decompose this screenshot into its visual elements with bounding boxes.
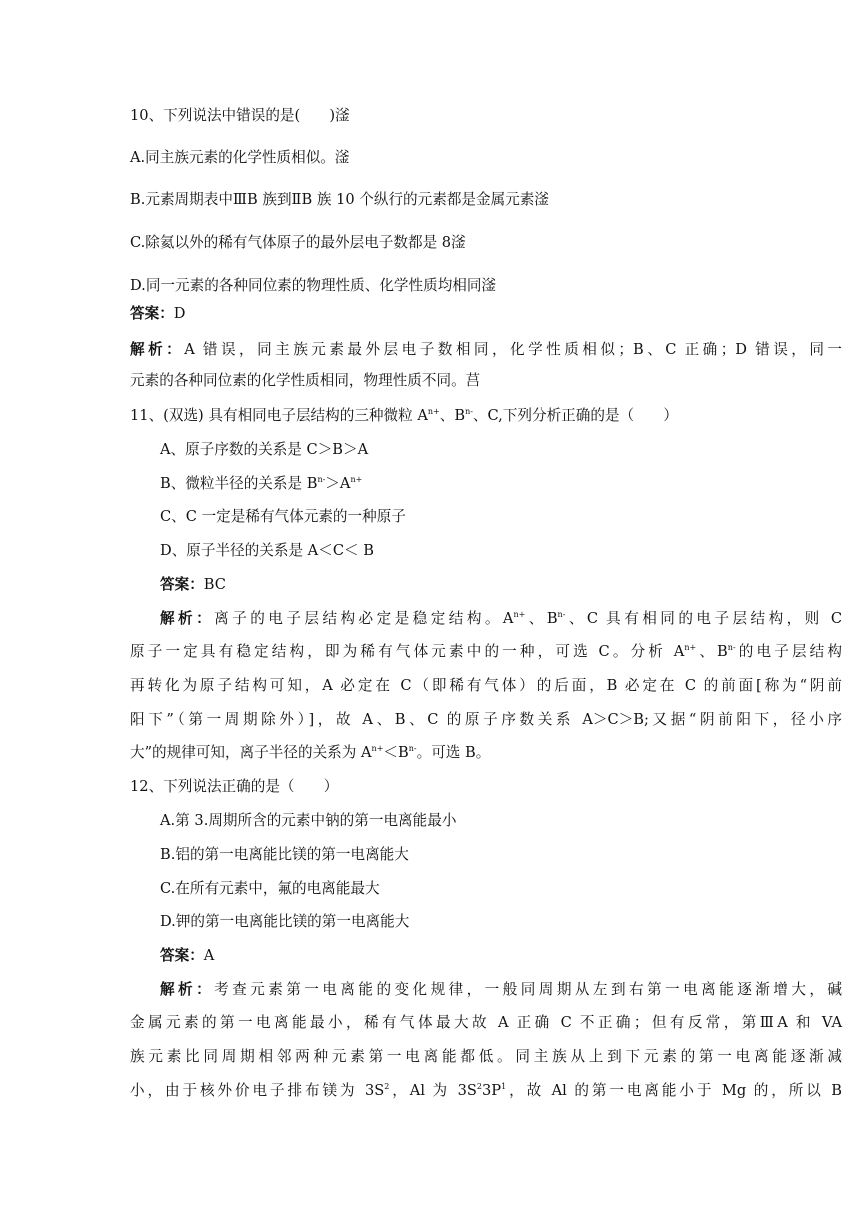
q11-analysis-line-4: 阳下”（第一周期除外）]，故 A、B、C 的原子序数关系 A＞C＞B;又据“阴前阳下，径小序 xyxy=(130,711,842,728)
q12-option-b: B.铝的第一电离能比镁的第一电离能大 xyxy=(160,846,409,863)
q11-answer xyxy=(160,575,226,595)
answer-label: 答案： xyxy=(160,576,204,593)
q10-option-c: C.除氦以外的稀有气体原子的最外层电子数都是 8滏 xyxy=(130,234,466,251)
answer-value: D xyxy=(173,305,186,322)
q12-option-d: D.钾的第一电离能比镁的第一电离能大 xyxy=(160,913,410,930)
q12-answer xyxy=(160,946,214,966)
answer-label: 答案： xyxy=(130,305,174,322)
q11-option-a: A、原子序数的关系是 C＞B＞A xyxy=(160,441,369,458)
q11-analysis-line-5: 大”的规律可知，离子半径的关系为 $A^{n+}<B^{n-}$。可选 B。 xyxy=(130,744,491,761)
q10-answer xyxy=(130,304,186,324)
q11-analysis-line-3: 再转化为原子结构可知，A 必定在 C（即稀有气体）的后面，B 必定在 C 的前面[称为“阴前 xyxy=(130,677,842,694)
q12-analysis-line-3: 族元素比同周期相邻两种元素第一电离能都低。同主族从上到下元素的第一电离能逐渐减 xyxy=(130,1048,842,1065)
analysis-label: 解析： xyxy=(130,341,185,358)
analysis-label: 解析： xyxy=(160,981,215,998)
q11-option-b: B、微粒半径的关系是 $B^{n-}>A^{n+}$ xyxy=(160,475,363,492)
q11-analysis-line-2: 原子一定具有稳定结构，即为稀有气体元素中的一种，可选 C。分析 $A^{n+}$、$B^{n-}$的电子层结构 xyxy=(130,643,842,660)
q11-option-d: D、原子半径的关系是 A＜C＜ B xyxy=(160,542,374,559)
q12-option-c: C.在所有元素中，氟的电离能最大 xyxy=(160,880,380,897)
q10-analysis-line-1: 解析：A 错误，同主族元素最外层电子数相同，化学性质相似；B、C 正确；D 错误，同一 xyxy=(130,341,842,358)
answer-value: BC xyxy=(203,576,226,593)
q12-analysis-line-1: 解析：考查元素第一电离能的变化规律，一般同周期从左到右第一电离能逐渐增大，碱 xyxy=(160,981,842,998)
q11-analysis-line-1: 解析：离子的电子层结构必定是稳定结构。$A^{n+}$、$B^{n-}$、C 具有相同的电子层结构，则 C xyxy=(160,610,842,627)
answer-label: 答案： xyxy=(160,947,204,964)
q10-option-a: A.同主族元素的化学性质相似。滏 xyxy=(130,149,350,166)
q12-analysis-line-4: 小，由于核外价电子排布镁为 $3S^2$，Al 为 $3S^23P^1$，故 Al 的第一电离能小于 Mg 的，所以 B xyxy=(130,1082,842,1099)
q10-stem: 10、下列说法中错误的是( )滏 xyxy=(130,107,350,124)
analysis-label: 解析： xyxy=(160,610,215,627)
q12-stem: 12、下列说法正确的是（ ） xyxy=(130,778,339,795)
q12-option-a: A.第 3.周期所含的元素中钠的第一电离能最小 xyxy=(160,812,457,829)
q10-analysis-line-2: 元素的各种同位素的化学性质相同，物理性质不同。莒 xyxy=(130,372,481,389)
answer-value: A xyxy=(203,947,215,964)
q10-option-b: B.元素周期表中ⅢB 族到ⅡB 族 10 个纵行的元素都是金属元素滏 xyxy=(130,191,549,208)
q11-stem: 11、(双选) 具有相同电子层结构的三种微粒 $A^{n+}$、$B^{n-}$、C,下列分析正确的是（ ） xyxy=(130,407,678,424)
q11-option-c: C、C 一定是稀有气体元素的一种原子 xyxy=(160,508,406,525)
q10-option-d: D.同一元素的各种同位素的物理性质、化学性质均相同滏 xyxy=(130,277,497,294)
q12-analysis-line-2: 金属元素的第一电离能最小，稀有气体最大故 A 正确 C 不正确；但有反常，第ⅢA 和 VA xyxy=(130,1014,842,1031)
